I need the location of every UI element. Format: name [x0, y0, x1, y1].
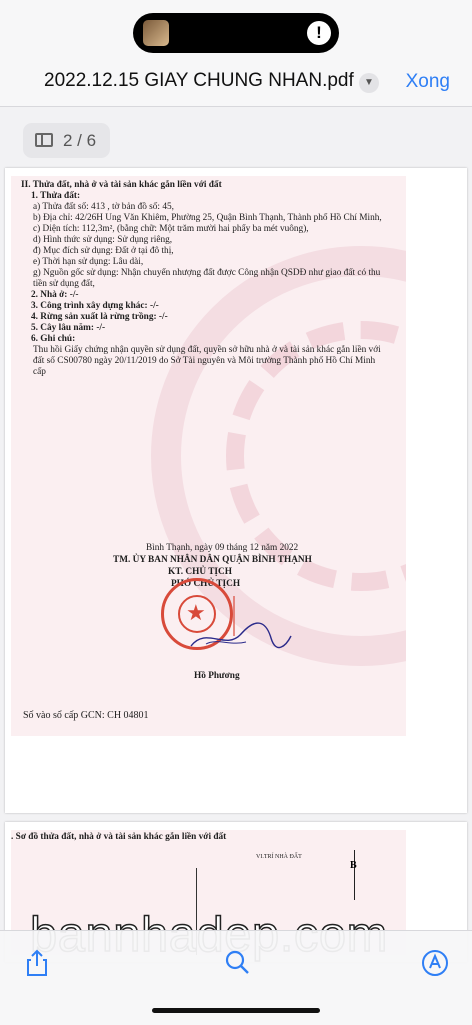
page-number: 2 / 6 [63, 131, 97, 150]
doc-line: c) Diện tích: 112,3m², (bằng chữ: Một trăm mười hai phẩy ba mét vuông), [33, 224, 309, 234]
doc-line: a) Thửa đất số: 413 , tờ bản đồ số: 45, [33, 202, 174, 212]
done-button[interactable]: Xong [405, 71, 450, 92]
issue-date: Bình Thạnh, ngày 09 tháng 12 năm 2022 [146, 543, 299, 553]
chevron-down-icon[interactable]: ▼ [359, 73, 379, 93]
pdf-page[interactable] [5, 168, 467, 813]
doc-line: 6. Ghi chú: [31, 334, 76, 344]
markup-icon[interactable] [420, 949, 450, 979]
document-title[interactable]: 2022.12.15 GIAY CHUNG NHAN.pdf [44, 70, 354, 91]
home-indicator[interactable] [152, 1008, 320, 1013]
section-title: . Sơ đồ thửa đất, nhà ở và tài sản khác gắn liền với đất [11, 832, 227, 842]
doc-line: đ) Mục đích sử dụng: Đất ở tại đô thị, [33, 246, 174, 256]
app-thumbnail [143, 20, 169, 46]
doc-line: e) Thời hạn sử dụng: Lâu dài, [33, 257, 144, 267]
search-icon[interactable] [222, 949, 252, 979]
doc-line: 3. Công trình xây dựng khác: -/- [31, 301, 159, 311]
kt-title: KT. CHỦ TỊCH [168, 567, 232, 577]
vice-chairman-title: PHÓ CHỦ TỊCH [171, 579, 241, 589]
doc-line: 5. Cây lâu năm: -/- [31, 323, 106, 333]
diagram-label: VI.TRÍ NHÀ ĐẤT [256, 854, 302, 860]
star-icon: ★ [186, 600, 206, 625]
signature [186, 616, 296, 656]
doc-line: Thu hồi Giấy chứng nhận quyền sử dụng đất, quyền sở hữu nhà ở và tài sản khác gắn liền với [33, 345, 381, 355]
north-label: B [350, 860, 357, 871]
navigation-bar [0, 62, 472, 107]
doc-line: 1. Thửa đất: [31, 191, 81, 201]
certificate-page [11, 176, 406, 736]
doc-line: 4. Rừng sản xuất là rừng trồng: -/- [31, 312, 168, 322]
share-icon[interactable] [22, 949, 52, 979]
alert-icon: ! [307, 21, 331, 45]
doc-line: b) Địa chỉ: 42/26H Ung Văn Khiêm, Phường 25, Quận Bình Thạnh, Thành phố Hồ Chí Minh, [33, 213, 382, 223]
gcn-number: Số vào sổ cấp GCN: CH 04801 [23, 710, 149, 721]
dynamic-island[interactable] [133, 13, 339, 53]
signer-name: Hồ Phương [194, 671, 240, 681]
sidebar-icon [35, 133, 53, 147]
doc-line: tiền sử dụng đất, [33, 279, 95, 289]
page-indicator[interactable] [23, 123, 110, 158]
doc-line: 2. Nhà ở: -/- [31, 290, 79, 300]
status-bar [0, 0, 472, 62]
doc-line: d) Hình thức sử dụng: Sử dụng riêng, [33, 235, 173, 245]
issuing-authority: TM. ỦY BAN NHÂN DÂN QUẬN BÌNH THẠNH [113, 555, 312, 565]
doc-line: g) Nguồn gốc sử dụng: Nhận chuyển nhượng đất được Công nhận QSDĐ như giao đất có thu [33, 268, 381, 278]
section-title: II. Thửa đất, nhà ở và tài sản khác gắn liền với đất [21, 180, 222, 190]
doc-line: đất số CS00780 ngày 20/11/2019 do Sở Tài nguyên và Môi trường Thành phố Hồ Chí Minh [33, 356, 376, 366]
north-line [354, 850, 355, 900]
doc-line: cấp [33, 367, 46, 377]
